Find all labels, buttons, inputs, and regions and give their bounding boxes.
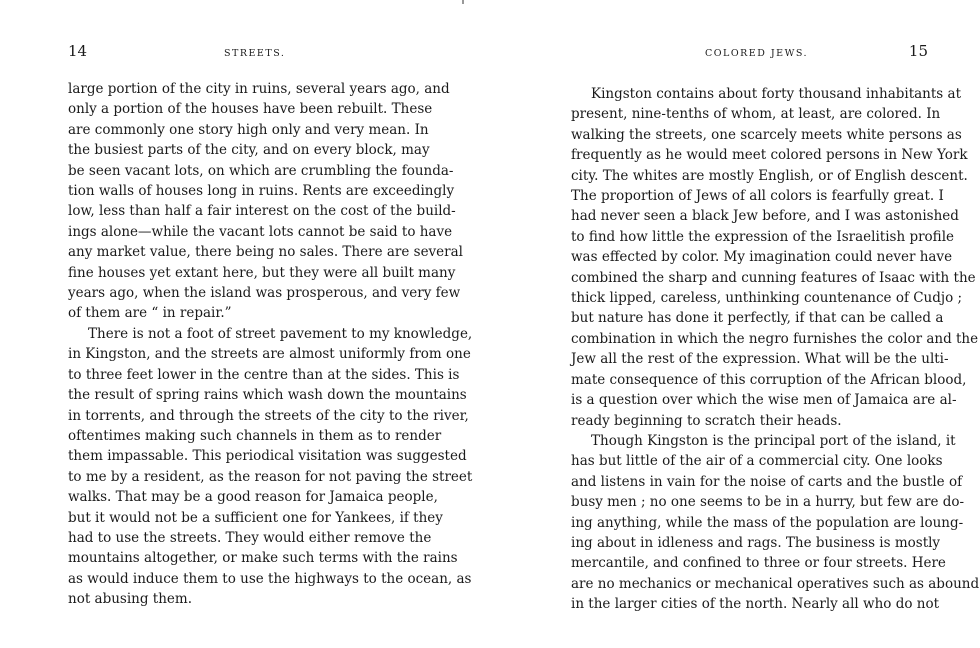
text-line: low, less than half a fair interest on the cost of the build- <box>68 203 456 220</box>
text-line: fine houses yet extant here, but they were all built many <box>68 264 456 281</box>
text-line: years ago, when the island was prosperous, and very few <box>68 285 461 302</box>
text-line: had to use the streets. They would either remove the <box>68 529 432 546</box>
text-line: ings alone—while the vacant lots cannot be said to have <box>68 223 453 240</box>
text-line: of them are “ in repair.” <box>68 305 232 322</box>
text-line: combination in which the negro furnishes the color and the <box>571 330 979 347</box>
text-line: only a portion of the houses have been rebuilt. These <box>68 101 433 118</box>
text-line: is a question over which the wise men of Jamaica are al- <box>571 392 957 409</box>
text-line: the result of spring rains which wash down the mountains <box>68 387 467 404</box>
text-line: to three feet lower in the centre than at the sides. This is <box>68 366 460 383</box>
text-line: be seen vacant lots, on which are crumbling the founda- <box>68 162 454 179</box>
text-line: any market value, there being no sales. There are several <box>68 244 463 261</box>
text-line: as would induce them to use the highways to the ocean, as <box>68 570 472 587</box>
text-line: not abusing them. <box>68 591 192 608</box>
text-line: ready beginning to scratch their heads. <box>571 412 842 429</box>
text-line: are commonly one story high only and very mean. In <box>68 121 429 138</box>
text-line: them impassable. This periodical visitation was suggested <box>68 448 467 465</box>
text-line: combined the sharp and cunning features of Isaac with the <box>571 269 976 286</box>
text-line: the busiest parts of the city, and on every block, may <box>68 142 430 159</box>
text-line: mate consequence of this corruption of the African blood, <box>571 371 967 388</box>
left-page-body <box>68 79 473 610</box>
text-line: ing about in idleness and rags. The business is mostly <box>571 534 941 551</box>
text-line: mercantile, and confined to three or four streets. Here <box>571 555 946 572</box>
right-running-head: COLORED JEWS. <box>705 48 809 59</box>
right-page <box>490 0 980 648</box>
text-line: Kingston contains about forty thousand inhabitants at <box>591 86 961 102</box>
text-line: large portion of the city in ruins, several years ago, and <box>68 81 450 97</box>
text-line: in torrents, and through the streets of the city to the river, <box>68 407 469 424</box>
text-line: present, nine-tenths of whom, at least, are colored. In <box>571 106 941 123</box>
text-line: oftentimes making such channels in them as to render <box>68 427 442 444</box>
text-line: walks. That may be a good reason for Jamaica people, <box>68 489 438 506</box>
right-page-header <box>570 42 930 62</box>
text-line: was effected by color. My imagination could never have <box>571 249 953 266</box>
text-line: thick lipped, careless, unthinking countenance of Cudjo ; <box>571 290 963 307</box>
text-line: are no mechanics or mechanical operatives such as abound <box>571 575 980 592</box>
text-line: has but little of the air of a commercial city. One looks <box>571 453 943 470</box>
text-line: The proportion of Jews of all colors is fearfully great. I <box>571 188 944 205</box>
text-line: and listens in vain for the noise of carts and the bustle of <box>571 473 963 490</box>
text-line: Jew all the rest of the expression. What will be the ulti- <box>571 351 949 368</box>
left-page-number: 14 <box>68 42 88 60</box>
text-line: to me by a resident, as the reason for not paving the street <box>68 468 473 485</box>
left-page-header <box>68 42 438 62</box>
text-line: walking the streets, one scarcely meets white persons as <box>571 126 962 143</box>
text-line: but it would not be a sufficient one for Yankees, if they <box>68 509 443 526</box>
text-line: in the larger cities of the north. Nearly all who do not <box>571 596 940 613</box>
text-line: There is not a foot of street pavement to my knowledge, <box>88 325 473 342</box>
text-line: to find how little the expression of the Israelitish profile <box>571 228 954 245</box>
text-line: busy men ; no one seems to be in a hurry, but few are do- <box>571 494 965 511</box>
right-page-number: 15 <box>908 42 928 60</box>
right-page-body <box>571 84 980 615</box>
text-line: but nature has done it perfectly, if that can be called a <box>571 310 944 327</box>
left-running-head: STREETS. <box>224 48 286 59</box>
text-line: tion walls of houses long in ruins. Rents are exceedingly <box>68 183 455 200</box>
text-line: city. The whites are mostly English, or of English descent. <box>571 167 968 184</box>
text-line: mountains altogether, or make such terms with the rains <box>68 550 458 567</box>
text-line: had never seen a black Jew before, and I was astonished <box>571 208 959 225</box>
text-line: Though Kingston is the principal port of the island, it <box>591 432 956 449</box>
text-line: frequently as he would meet colored persons in New York <box>571 147 968 164</box>
text-line: in Kingston, and the streets are almost uniformly from one <box>68 346 471 363</box>
text-line: ing anything, while the mass of the population are loung- <box>571 514 964 531</box>
